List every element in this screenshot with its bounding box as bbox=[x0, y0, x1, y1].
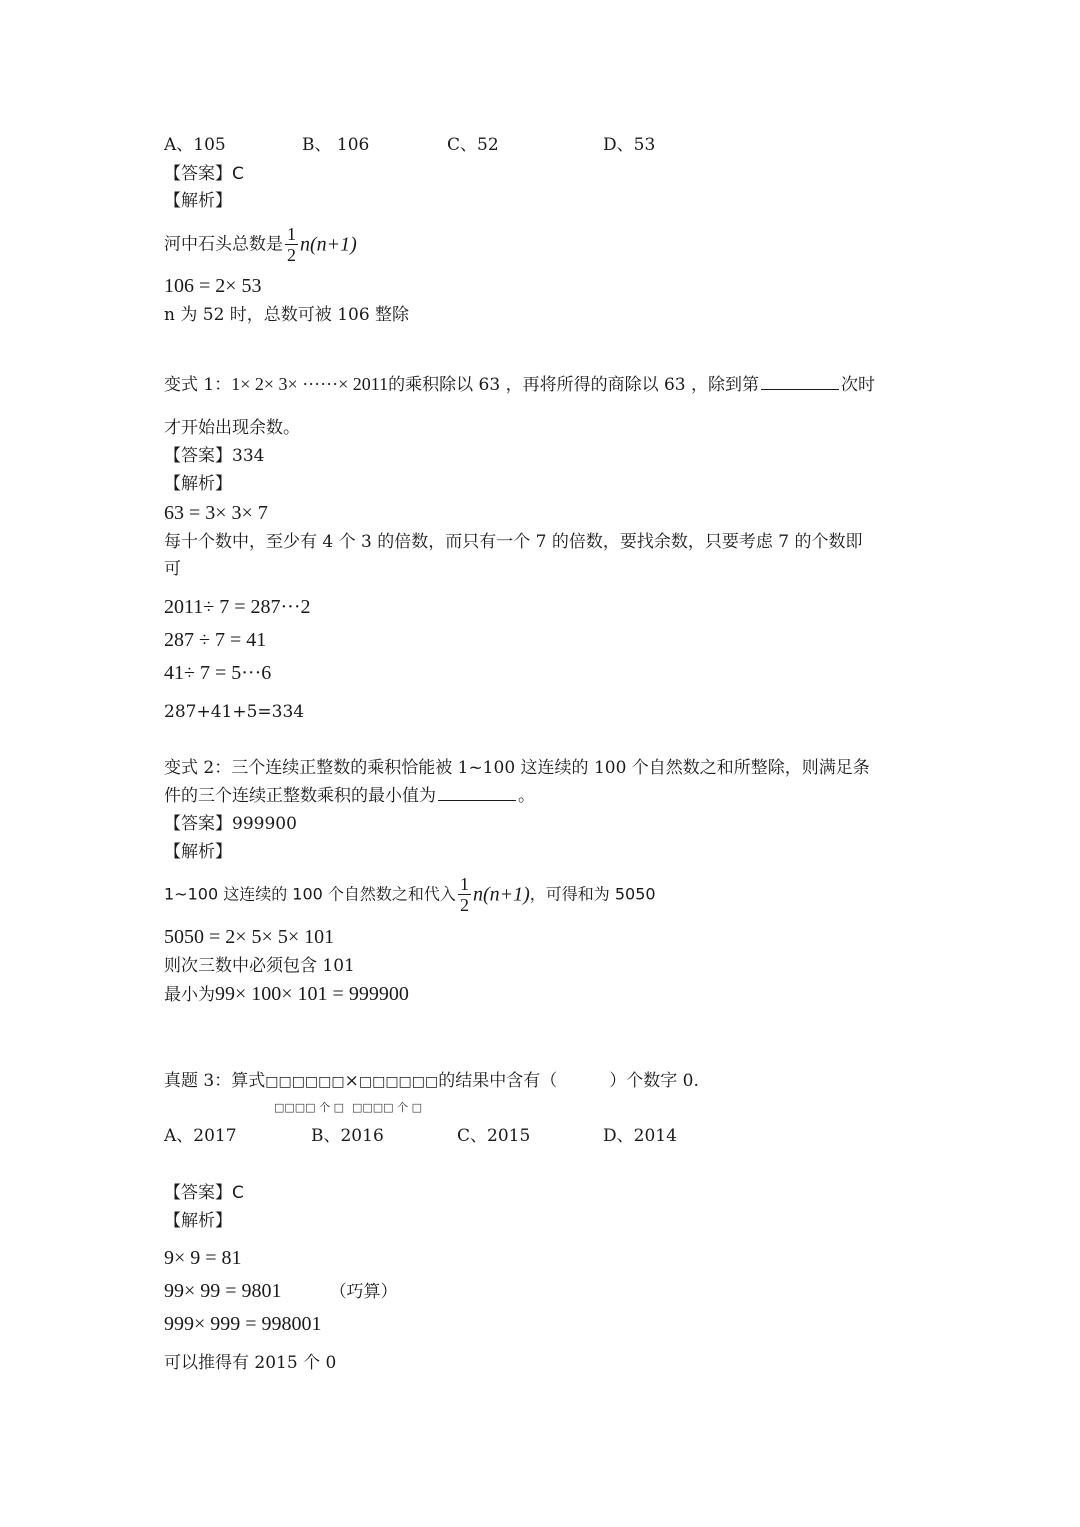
fraction bbox=[285, 224, 298, 265]
option-a: A、105 bbox=[164, 135, 226, 155]
question-text: 件的三个连续正整数乘积的最小值为 bbox=[164, 786, 436, 806]
min-label: 最小为 bbox=[164, 985, 215, 1005]
question-label: 真题 3：算式 bbox=[164, 1071, 266, 1091]
z3-conclusion: 可以推得有 2015 个 0 bbox=[164, 1353, 337, 1373]
v2-answer bbox=[164, 813, 297, 835]
min-equation: 99× 100× 101 = 999900 bbox=[215, 983, 409, 1005]
v1-eq4: 41÷ 7 = 5···6 bbox=[164, 662, 272, 684]
z3-question-line bbox=[164, 1070, 699, 1093]
answer-value: C bbox=[232, 164, 244, 184]
garbled-operand-2: □□□□□□ bbox=[358, 1074, 439, 1090]
question-text-end: ）个数字 0. bbox=[609, 1071, 699, 1091]
v1-answer bbox=[164, 445, 264, 467]
q0-formula-line bbox=[164, 224, 357, 265]
v2-min-line bbox=[164, 982, 409, 1006]
z3-eq2-line bbox=[164, 1279, 398, 1303]
option-c: C、2015 bbox=[457, 1126, 531, 1146]
answer-value: 334 bbox=[232, 446, 265, 466]
option-d: D、2014 bbox=[603, 1126, 677, 1146]
z3-eq2-note: （巧算） bbox=[329, 1282, 398, 1302]
z3-eq2: 99× 99 = 9801 bbox=[164, 1280, 282, 1302]
z3-analysis-label: 【解析】 bbox=[164, 1211, 232, 1231]
answer-label: 【答案】 bbox=[164, 814, 232, 834]
question-text-end: 次时 bbox=[841, 375, 876, 395]
v2-eq1: 5050 = 2× 5× 5× 101 bbox=[164, 926, 335, 948]
answer-value: C bbox=[232, 1183, 244, 1203]
q0-analysis-label: 【解析】 bbox=[164, 191, 232, 211]
v1-para-line2: 可 bbox=[164, 559, 181, 579]
v1-question-line2: 才开始出现余数。 bbox=[164, 418, 300, 438]
answer-label: 【答案】 bbox=[164, 1183, 232, 1203]
v1-eq3: 287 ÷ 7 = 41 bbox=[164, 629, 267, 651]
garbled-operand-1: □□□□□□ bbox=[265, 1074, 345, 1090]
z3-sub-label-1: □□□□ 个 □ bbox=[274, 1101, 344, 1114]
v1-eq1: 63 = 3× 3× 7 bbox=[164, 502, 268, 524]
times-sign: × bbox=[344, 1071, 359, 1091]
question-text: 的乘积除以 63 ，再将所得的商除以 63 ，除到第 bbox=[388, 375, 760, 395]
option-d: D、53 bbox=[603, 135, 656, 155]
v2-question-line2 bbox=[164, 785, 535, 807]
z3-eq1: 9× 9 = 81 bbox=[164, 1247, 242, 1269]
option-c: C、52 bbox=[447, 135, 499, 155]
fill-blank bbox=[761, 375, 839, 390]
fraction-denominator: 2 bbox=[287, 245, 296, 265]
fraction-numerator: 1 bbox=[459, 874, 469, 894]
v1-sum: 287+41+5=334 bbox=[164, 702, 305, 722]
formula-intro: 1~100 这连续的 100 个自然数之和代入 bbox=[164, 884, 456, 904]
z3-answer bbox=[164, 1182, 244, 1204]
formula-tail: n(n+1) bbox=[472, 883, 530, 906]
z3-sub-label-2: □□□□ 个 □ bbox=[352, 1101, 422, 1114]
q0-conclusion: n 为 52 时，总数可被 106 整除 bbox=[164, 305, 410, 325]
variant-label: 变式 1： bbox=[164, 375, 232, 395]
fraction bbox=[458, 874, 471, 915]
v2-line-b: 则次三数中必须包含 101 bbox=[164, 956, 355, 976]
answer-label: 【答案】 bbox=[164, 446, 232, 466]
formula-intro: 河中石头总数是 bbox=[164, 234, 283, 255]
v2-question-line1: 变式 2：三个连续正整数的乘积恰能被 1~100 这连续的 100 个自然数之和所整除，则满足条 bbox=[164, 758, 870, 778]
answer-label: 【答案】 bbox=[164, 164, 232, 184]
option-a: A、2017 bbox=[164, 1126, 237, 1146]
fraction-denominator: 2 bbox=[459, 895, 469, 915]
question-text-end: 。 bbox=[518, 786, 535, 806]
v1-question-line bbox=[164, 372, 875, 396]
option-b: B、2016 bbox=[311, 1126, 384, 1146]
v1-eq2: 2011÷ 7 = 287···2 bbox=[164, 596, 311, 618]
v1-analysis-label: 【解析】 bbox=[164, 474, 232, 494]
fill-blank bbox=[438, 786, 516, 801]
v1-para-line1: 每十个数中，至少有 4 个 3 的倍数，而只有一个 7 的倍数，要找余数，只要考虑 7 的个数即 bbox=[164, 532, 863, 552]
q0-answer bbox=[164, 163, 244, 185]
option-b: B、 106 bbox=[302, 135, 370, 155]
v2-formula-line bbox=[164, 872, 656, 917]
fraction-numerator: 1 bbox=[287, 224, 296, 244]
q0-equation: 106 = 2× 53 bbox=[164, 275, 262, 297]
question-text: 的结果中含有（ bbox=[438, 1071, 558, 1091]
formula-result: ，可得和为 5050 bbox=[529, 884, 656, 904]
v2-analysis-label: 【解析】 bbox=[164, 842, 232, 862]
z3-eq3: 999× 999 = 998001 bbox=[164, 1313, 322, 1335]
answer-value: 999900 bbox=[232, 814, 297, 834]
product-expression: 1× 2× 3× ······× 2011 bbox=[231, 374, 389, 394]
formula-tail: n(n+1) bbox=[300, 233, 357, 256]
